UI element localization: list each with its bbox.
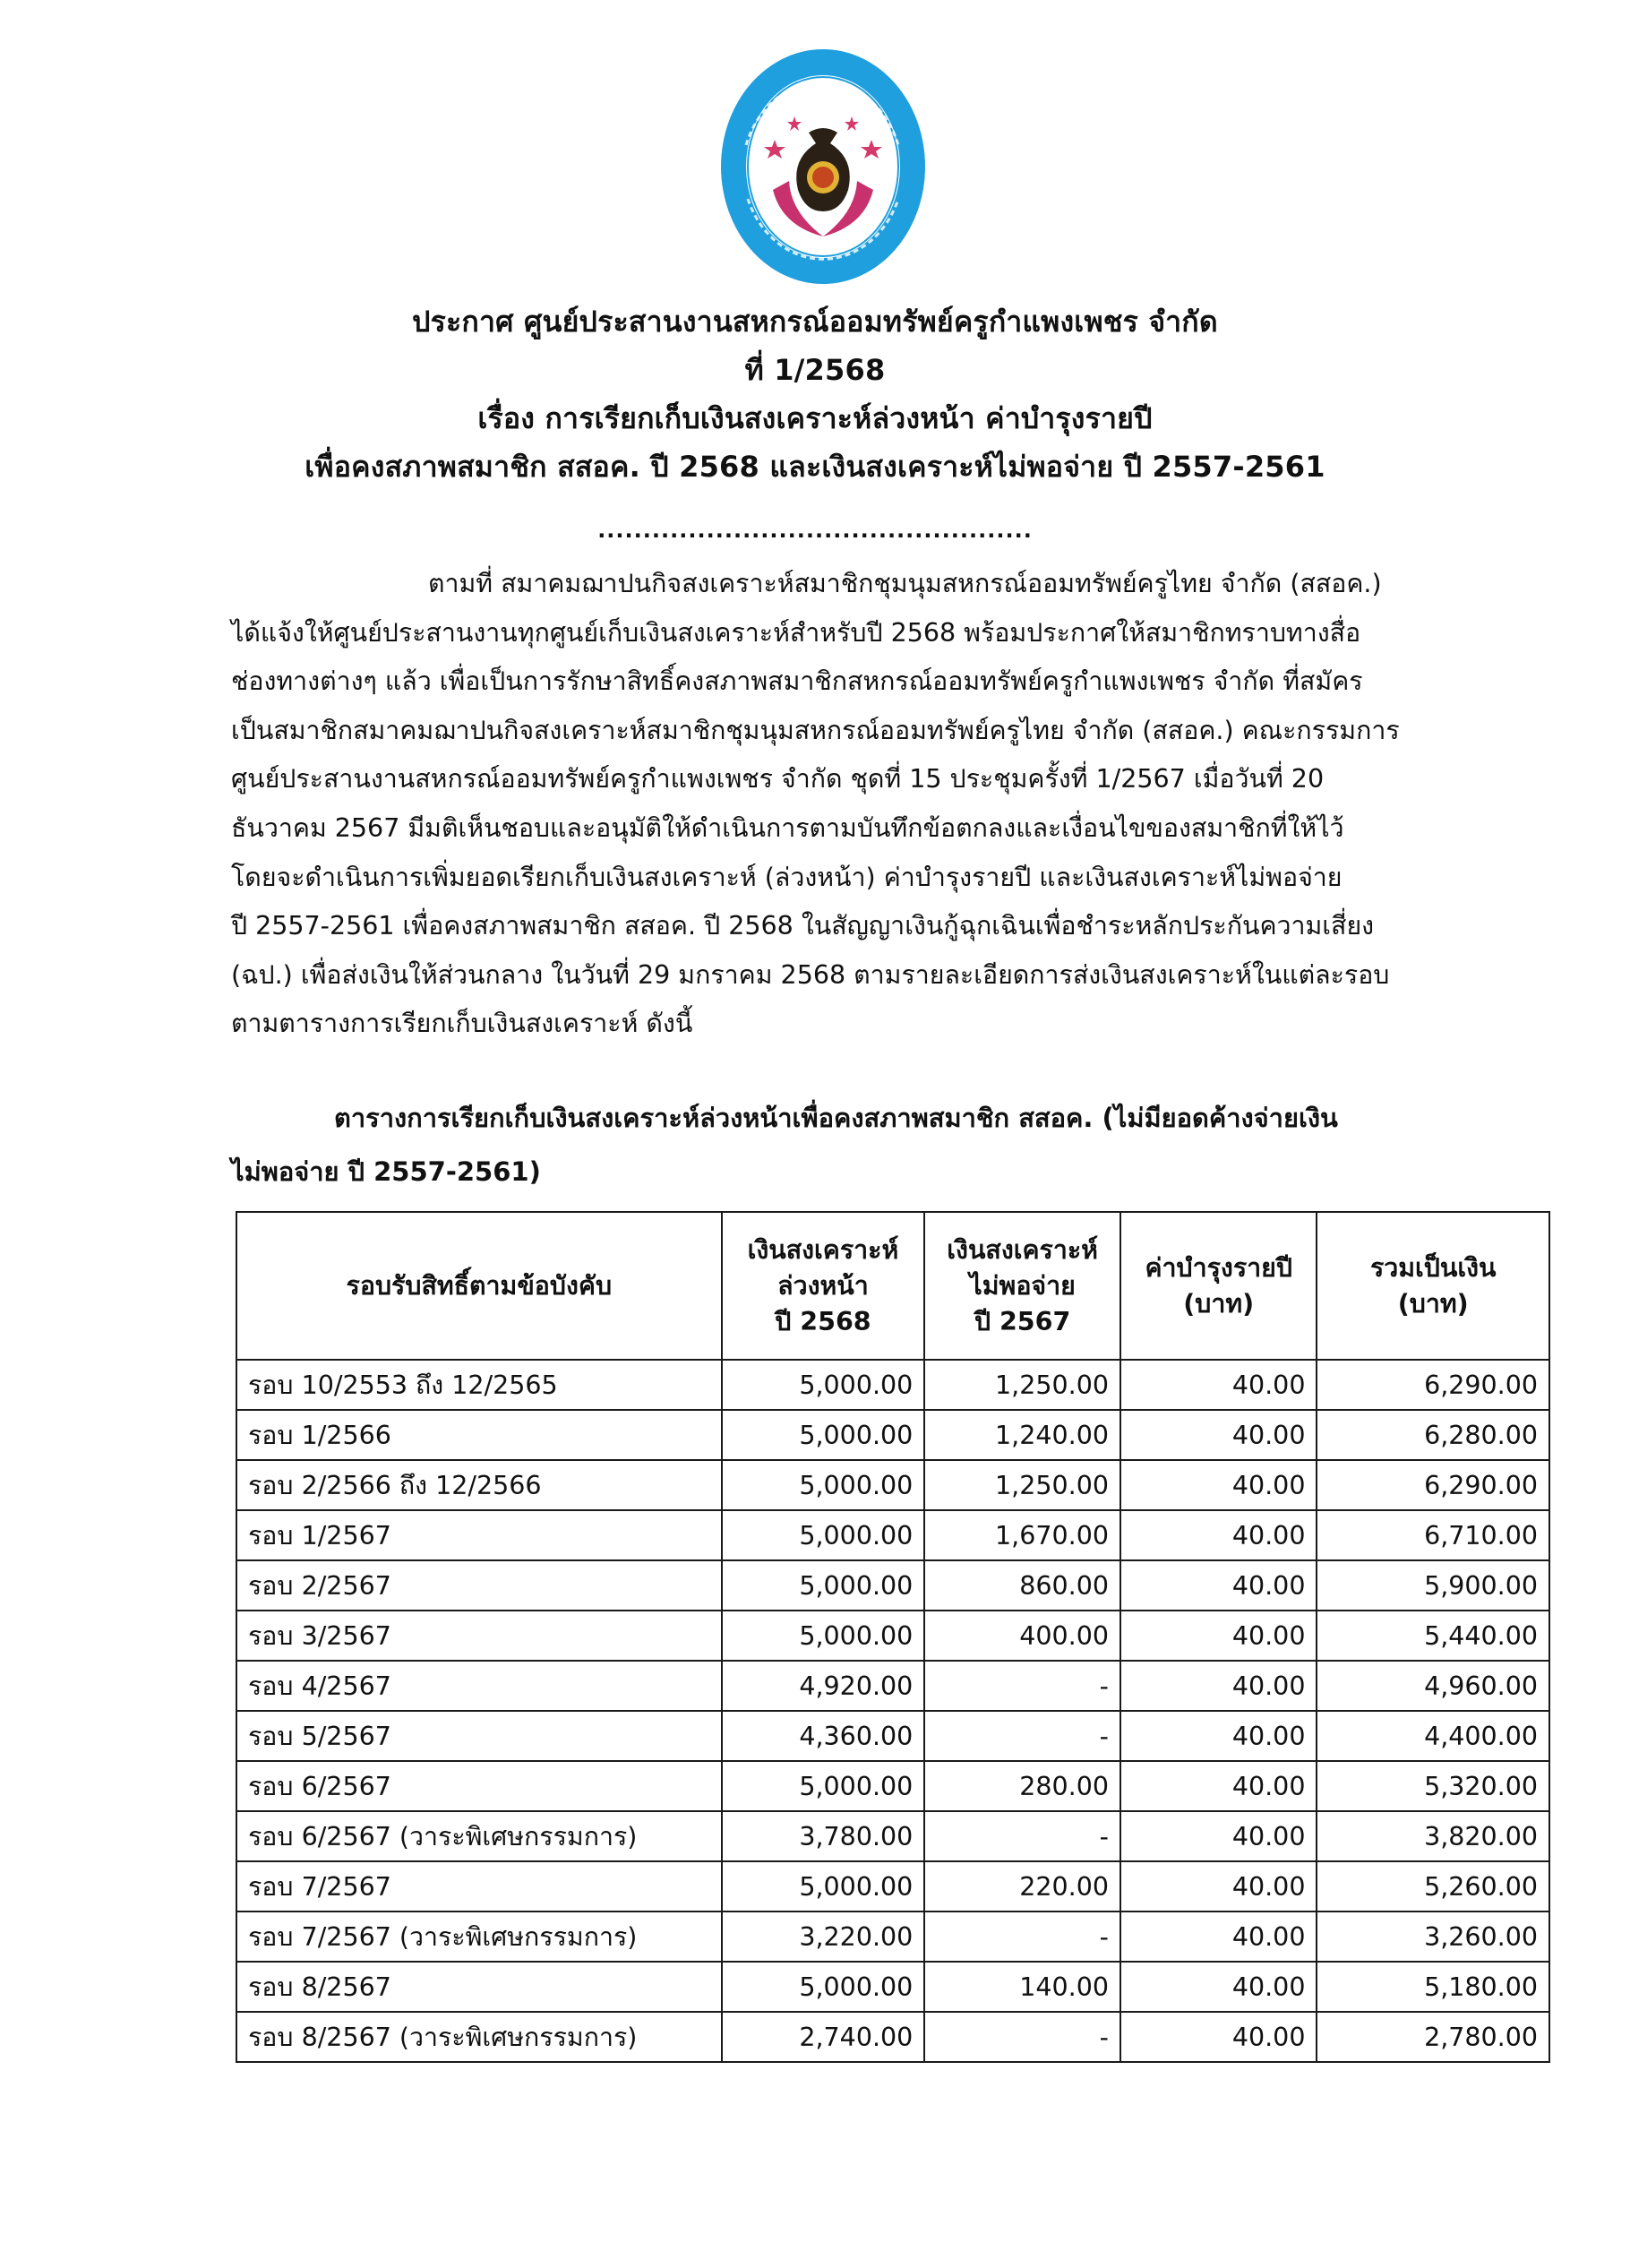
cell-total: 4,960.00 xyxy=(1317,1661,1549,1711)
cell-total: 6,280.00 xyxy=(1317,1410,1549,1460)
table-row xyxy=(236,1911,1549,1962)
cell-fee: 40.00 xyxy=(1120,1861,1317,1911)
cell-fee: 40.00 xyxy=(1120,1560,1317,1611)
cell-round: รอบ 6/2567 xyxy=(236,1761,722,1811)
cell-shortfall: 220.00 xyxy=(924,1861,1120,1911)
cell-advance: 4,360.00 xyxy=(722,1711,925,1761)
announcement-heading xyxy=(0,297,1630,491)
heading-line-3: เรื่อง การเรียกเก็บเงินสงเคราะห์ล่วงหน้า ค่าบำรุงรายปี xyxy=(477,401,1153,435)
cell-round: รอบ 2/2566 ถึง 12/2566 xyxy=(236,1460,722,1510)
cell-total: 3,260.00 xyxy=(1317,1911,1549,1962)
cell-total: 2,780.00 xyxy=(1317,2012,1549,2062)
dotted-separator: ................................................ xyxy=(597,518,1033,543)
cell-total: 6,290.00 xyxy=(1317,1460,1549,1510)
table-row xyxy=(236,1962,1549,2012)
cell-advance: 4,920.00 xyxy=(722,1661,925,1711)
table-row xyxy=(236,1460,1549,1510)
header-advance-2568: เงินสงเคราะห์ ล่วงหน้า ปี 2568 xyxy=(722,1212,925,1360)
cell-fee: 40.00 xyxy=(1120,2012,1317,2062)
announcement-body xyxy=(231,560,1485,1049)
table-row xyxy=(236,1510,1549,1560)
levy-table xyxy=(236,1211,1550,2063)
cell-fee: 40.00 xyxy=(1120,1360,1317,1410)
cell-fee: 40.00 xyxy=(1120,1911,1317,1962)
body-line: ตามตารางการเรียกเก็บเงินสงเคราะห์ ดังนี้ xyxy=(231,1009,693,1039)
table-row xyxy=(236,1861,1549,1911)
cell-total: 4,400.00 xyxy=(1317,1711,1549,1761)
cell-shortfall: 860.00 xyxy=(924,1560,1120,1611)
cell-advance: 5,000.00 xyxy=(722,1510,925,1560)
header-shortfall-2567: เงินสงเคราะห์ ไม่พอจ่าย ปี 2567 xyxy=(924,1212,1120,1360)
table-row xyxy=(236,1661,1549,1711)
table-row xyxy=(236,1410,1549,1460)
cell-fee: 40.00 xyxy=(1120,1962,1317,2012)
cell-advance: 3,780.00 xyxy=(722,1811,925,1861)
header-round: รอบรับสิทธิ์ตามข้อบังคับ xyxy=(236,1212,722,1360)
table-row xyxy=(236,1711,1549,1761)
cell-round: รอบ 6/2567 (วาระพิเศษกรรมการ) xyxy=(236,1811,722,1861)
cell-round: รอบ 7/2567 (วาระพิเศษกรรมการ) xyxy=(236,1911,722,1962)
cell-shortfall: 400.00 xyxy=(924,1611,1120,1661)
table-header-row xyxy=(236,1212,1549,1360)
body-line: ตามที่ สมาคมฌาปนกิจสงเคราะห์สมาชิกชุมนุมสหกรณ์ออมทรัพย์ครูไทย จำกัด (สสอค.) xyxy=(428,569,1382,598)
cell-total: 6,290.00 xyxy=(1317,1360,1549,1410)
table-row xyxy=(236,1811,1549,1861)
body-line: ศูนย์ประสานงานสหกรณ์ออมทรัพย์ครูกำแพงเพชร จำกัด ชุดที่ 15 ประชุมครั้งที่ 1/2567 เมื่อวันที่ 20 xyxy=(231,764,1325,795)
cell-round: รอบ 8/2567 (วาระพิเศษกรรมการ) xyxy=(236,2012,722,2062)
cell-total: 5,900.00 xyxy=(1317,1560,1549,1611)
cell-advance: 5,000.00 xyxy=(722,1962,925,2012)
cell-advance: 2,740.00 xyxy=(722,2012,925,2062)
cell-round: รอบ 5/2567 xyxy=(236,1711,722,1761)
levy-table-body xyxy=(236,1360,1549,2062)
cell-round: รอบ 1/2567 xyxy=(236,1510,722,1560)
cell-round: รอบ 10/2553 ถึง 12/2565 xyxy=(236,1360,722,1410)
heading-line-1: ประกาศ ศูนย์ประสานงานสหกรณ์ออมทรัพย์ครูกำแพงเพชร จำกัด xyxy=(412,305,1218,339)
table-title-line-2: ไม่พอจ่าย ปี 2557-2561) xyxy=(231,1156,541,1187)
body-line: ได้แจ้งให้ศูนย์ประสานงานทุกศูนย์เก็บเงินสงเคราะห์สำหรับปี 2568 พร้อมประกาศให้สมาชิกทราบทางสื่อ xyxy=(231,617,1361,648)
body-line: (ฉป.) เพื่อส่งเงินให้ส่วนกลาง ในวันที่ 29 มกราคม 2568 ตามรายละเอียดการส่งเงินสงเคราะห์ในแต่ละรอบ xyxy=(231,959,1390,990)
body-line: ช่องทางต่างๆ แล้ว เพื่อเป็นการรักษาสิทธิ์คงสภาพสมาชิกสหกรณ์ออมทรัพย์ครูกำแพงเพชร จำกัด ที่สมัคร xyxy=(231,666,1363,697)
cell-round: รอบ 1/2566 xyxy=(236,1410,722,1460)
cell-round: รอบ 8/2567 xyxy=(236,1962,722,2012)
cell-shortfall: 140.00 xyxy=(924,1962,1120,2012)
cell-advance: 5,000.00 xyxy=(722,1611,925,1661)
table-row xyxy=(236,1761,1549,1811)
cell-fee: 40.00 xyxy=(1120,1460,1317,1510)
coop-logo xyxy=(719,47,927,287)
cell-advance: 5,000.00 xyxy=(722,1560,925,1611)
cell-advance: 5,000.00 xyxy=(722,1861,925,1911)
cell-shortfall: 1,250.00 xyxy=(924,1460,1120,1510)
cell-round: รอบ 4/2567 xyxy=(236,1661,722,1711)
cell-total: 6,710.00 xyxy=(1317,1510,1549,1560)
heading-line-2: ที่ 1/2568 xyxy=(744,353,886,387)
cell-shortfall: - xyxy=(924,1811,1120,1861)
cell-total: 3,820.00 xyxy=(1317,1811,1549,1861)
cell-shortfall: 280.00 xyxy=(924,1761,1120,1811)
cell-round: รอบ 7/2567 xyxy=(236,1861,722,1911)
cell-shortfall: - xyxy=(924,1711,1120,1761)
table-row xyxy=(236,1360,1549,1410)
body-line: เป็นสมาชิกสมาคมฌาปนกิจสงเคราะห์สมาชิกชุมนุมสหกรณ์ออมทรัพย์ครูไทย จำกัด (สสอค.) คณะกรรมการ xyxy=(231,715,1400,745)
cell-total: 5,260.00 xyxy=(1317,1861,1549,1911)
cell-shortfall: - xyxy=(924,1661,1120,1711)
cell-shortfall: 1,670.00 xyxy=(924,1510,1120,1560)
cell-advance: 5,000.00 xyxy=(722,1410,925,1460)
cell-fee: 40.00 xyxy=(1120,1410,1317,1460)
table-row xyxy=(236,1611,1549,1661)
coop-seal-icon xyxy=(719,47,927,287)
heading-line-4: เพื่อคงสภาพสมาชิก สสอค. ปี 2568 และเงินสงเคราะห์ไม่พอจ่าย ปี 2557-2561 xyxy=(305,450,1325,484)
table-title xyxy=(231,1091,1503,1198)
cell-shortfall: - xyxy=(924,2012,1120,2062)
cell-advance: 5,000.00 xyxy=(722,1761,925,1811)
cell-advance: 5,000.00 xyxy=(722,1460,925,1510)
cell-fee: 40.00 xyxy=(1120,1661,1317,1711)
body-line: โดยจะดำเนินการเพิ่มยอดเรียกเก็บเงินสงเคราะห์ (ล่วงหน้า) ค่าบำรุงรายปี และเงินสงเคราะห์ไม่พอจ่าย xyxy=(231,862,1343,892)
cell-total: 5,440.00 xyxy=(1317,1611,1549,1661)
cell-shortfall: 1,250.00 xyxy=(924,1360,1120,1410)
table-row xyxy=(236,1560,1549,1611)
cell-shortfall: 1,240.00 xyxy=(924,1410,1120,1460)
header-annual-fee: ค่าบำรุงรายปี (บาท) xyxy=(1120,1212,1317,1360)
cell-total: 5,180.00 xyxy=(1317,1962,1549,2012)
cell-total: 5,320.00 xyxy=(1317,1761,1549,1811)
table-title-line-1: ตารางการเรียกเก็บเงินสงเคราะห์ล่วงหน้าเพื่อคงสภาพสมาชิก สสอค. (ไม่มียอดค้างจ่ายเงิน xyxy=(334,1103,1338,1133)
header-total: รวมเป็นเงิน (บาท) xyxy=(1317,1212,1549,1360)
cell-fee: 40.00 xyxy=(1120,1711,1317,1761)
cell-advance: 5,000.00 xyxy=(722,1360,925,1410)
cell-fee: 40.00 xyxy=(1120,1510,1317,1560)
cell-advance: 3,220.00 xyxy=(722,1911,925,1962)
table-row xyxy=(236,2012,1549,2062)
cell-fee: 40.00 xyxy=(1120,1611,1317,1661)
cell-fee: 40.00 xyxy=(1120,1761,1317,1811)
cell-shortfall: - xyxy=(924,1911,1120,1962)
cell-round: รอบ 2/2567 xyxy=(236,1560,722,1611)
cell-fee: 40.00 xyxy=(1120,1811,1317,1861)
cell-round: รอบ 3/2567 xyxy=(236,1611,722,1661)
body-line: ธันวาคม 2567 มีมติเห็นชอบและอนุมัติให้ดำเนินการตามบันทึกข้อตกลงและเงื่อนไขของสมาชิกที่ให้ไว้ xyxy=(231,812,1344,843)
body-line: ปี 2557-2561 เพื่อคงสภาพสมาชิก สสอค. ปี 2568 ในสัญญาเงินกู้ฉุกเฉินเพื่อชำระหลักประกันความเสี่ยง xyxy=(231,911,1375,941)
